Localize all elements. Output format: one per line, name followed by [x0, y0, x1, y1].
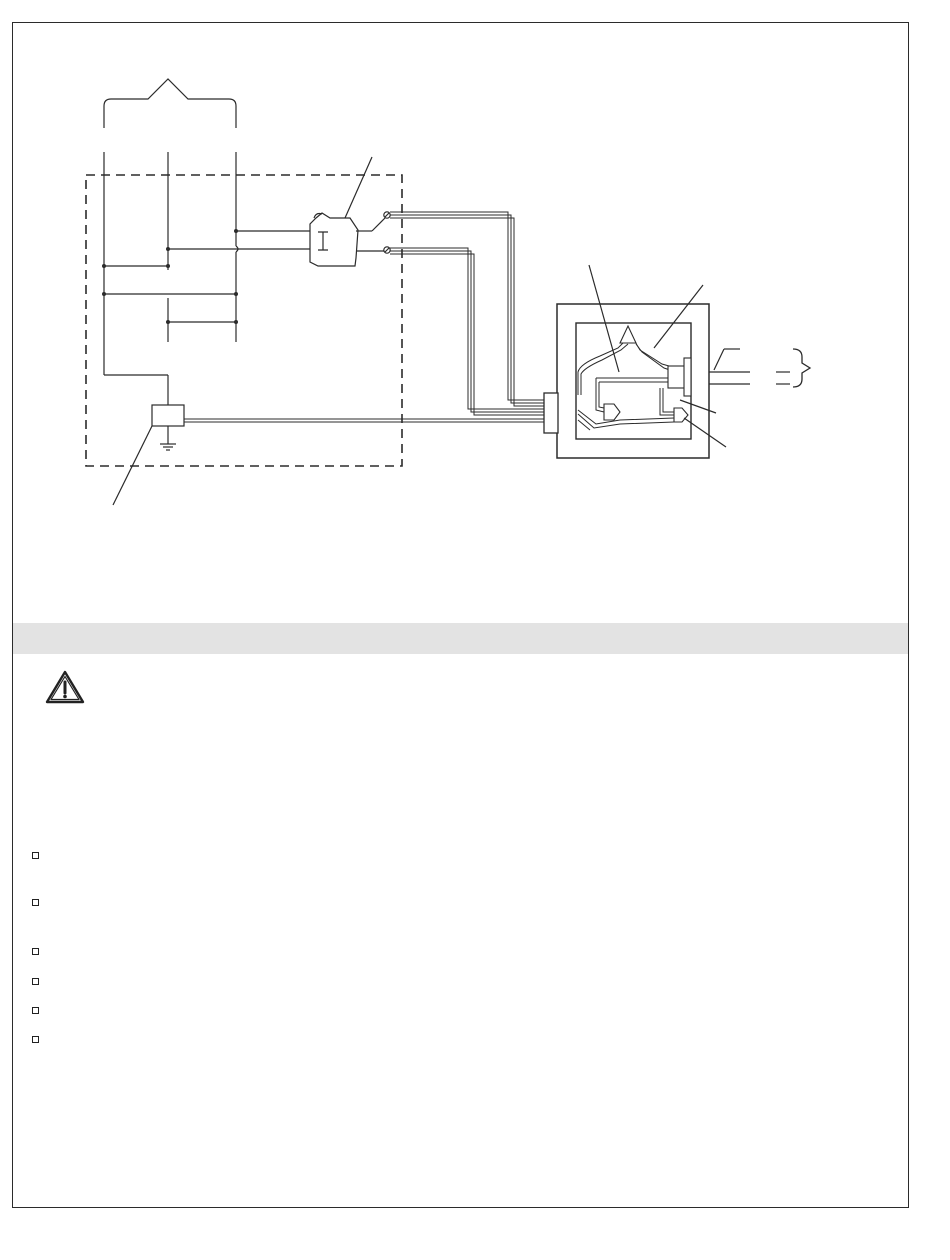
checkbox-icon[interactable]: [32, 899, 39, 906]
checkbox-icon[interactable]: [32, 948, 39, 955]
checklist-item: [32, 852, 47, 859]
checklist-item: [32, 1036, 47, 1043]
checkbox-icon[interactable]: [32, 1007, 39, 1014]
checklist-item: [32, 978, 47, 985]
checklist: [32, 0, 892, 1260]
checklist-item: [32, 1007, 47, 1014]
checkbox-icon[interactable]: [32, 852, 39, 859]
checklist-item: [32, 948, 47, 955]
checkbox-icon[interactable]: [32, 978, 39, 985]
checkbox-icon[interactable]: [32, 1036, 39, 1043]
checklist-item: [32, 899, 47, 906]
